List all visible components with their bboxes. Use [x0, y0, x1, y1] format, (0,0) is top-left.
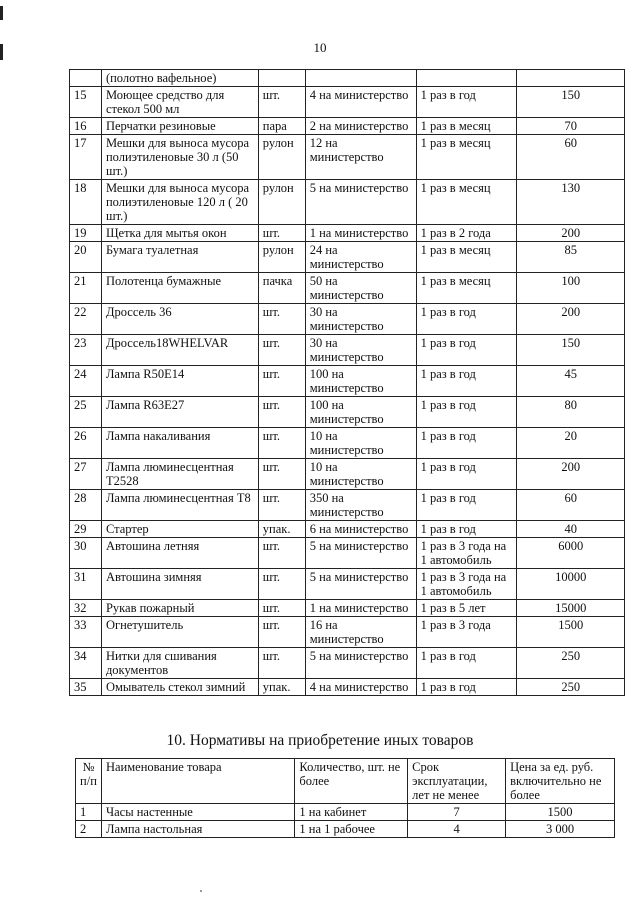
- row-number: [70, 70, 102, 87]
- quantity: 1 на кабинет: [295, 804, 408, 821]
- unit: шт.: [258, 304, 305, 335]
- period: 1 раз в год: [416, 648, 517, 679]
- service-life: 7: [408, 804, 506, 821]
- price: 10000: [517, 569, 625, 600]
- price: 150: [517, 87, 625, 118]
- table-row: [70, 538, 625, 569]
- unit: шт.: [258, 366, 305, 397]
- item-name: Мешки для выноса мусора полиэтиленовые 120 л ( 20 шт.): [101, 180, 258, 225]
- table-row: [70, 600, 625, 617]
- item-name: Полотенца бумажные: [101, 273, 258, 304]
- unit: шт.: [258, 397, 305, 428]
- quantity: 12 на министерство: [305, 135, 416, 180]
- header-price: Цена за ед. руб. включительно не более: [506, 759, 615, 804]
- table-row: [70, 521, 625, 538]
- row-number: 31: [70, 569, 102, 600]
- period: 1 раз в месяц: [416, 135, 517, 180]
- price: 85: [517, 242, 625, 273]
- period: 1 раз в год: [416, 397, 517, 428]
- row-number: 29: [70, 521, 102, 538]
- quantity: 5 на министерство: [305, 538, 416, 569]
- price: 60: [517, 135, 625, 180]
- price: 70: [517, 118, 625, 135]
- unit: упак.: [258, 679, 305, 696]
- row-number: 18: [70, 180, 102, 225]
- item-name: (полотно вафельное): [101, 70, 258, 87]
- unit: шт.: [258, 648, 305, 679]
- unit: рулон: [258, 242, 305, 273]
- scan-margin-mark-top: [0, 6, 3, 20]
- table-row: [70, 366, 625, 397]
- price: 100: [517, 273, 625, 304]
- supplies-table-body: [70, 70, 625, 696]
- price: 200: [517, 459, 625, 490]
- item-name: Нитки для сшивания документов: [101, 648, 258, 679]
- item-name: Дроссель18WHELVAR: [101, 335, 258, 366]
- table-row: [70, 648, 625, 679]
- table-row: [70, 679, 625, 696]
- table-row: [70, 569, 625, 600]
- table-row: [70, 617, 625, 648]
- quantity: 1 на 1 рабочее: [295, 821, 408, 838]
- period: 1 раз в месяц: [416, 118, 517, 135]
- period: 1 раз в год: [416, 521, 517, 538]
- period: 1 раз в год: [416, 490, 517, 521]
- price: 60: [517, 490, 625, 521]
- price: 80: [517, 397, 625, 428]
- unit: рулон: [258, 135, 305, 180]
- price: 45: [517, 366, 625, 397]
- quantity: 1 на министерство: [305, 225, 416, 242]
- table-row: [70, 397, 625, 428]
- table-header-row: [76, 759, 615, 804]
- quantity: 10 на министерство: [305, 428, 416, 459]
- price: 200: [517, 304, 625, 335]
- price: [517, 70, 625, 87]
- item-name: Автошина зимняя: [101, 569, 258, 600]
- period: 1 раз в год: [416, 304, 517, 335]
- row-number: 25: [70, 397, 102, 428]
- row-number: 1: [76, 804, 102, 821]
- unit: шт.: [258, 617, 305, 648]
- quantity: 24 на министерство: [305, 242, 416, 273]
- table-row: [70, 135, 625, 180]
- item-name: Лампа R50E14: [101, 366, 258, 397]
- unit: шт.: [258, 600, 305, 617]
- table-row: [70, 273, 625, 304]
- quantity: 100 на министерство: [305, 366, 416, 397]
- table-row: [70, 242, 625, 273]
- row-number: 17: [70, 135, 102, 180]
- period: 1 раз в 3 года на 1 автомобиль: [416, 569, 517, 600]
- row-number: 26: [70, 428, 102, 459]
- row-number: 16: [70, 118, 102, 135]
- price: 20: [517, 428, 625, 459]
- table-row: [70, 87, 625, 118]
- period: 1 раз в месяц: [416, 273, 517, 304]
- item-name: Лампа люминесцентная Т2528: [101, 459, 258, 490]
- row-number: 32: [70, 600, 102, 617]
- unit: шт.: [258, 428, 305, 459]
- quantity: 5 на министерство: [305, 180, 416, 225]
- unit: шт.: [258, 335, 305, 366]
- quantity: 10 на министерство: [305, 459, 416, 490]
- period: 1 раз в год: [416, 459, 517, 490]
- table-row: [70, 428, 625, 459]
- row-number: 27: [70, 459, 102, 490]
- quantity: 4 на министерство: [305, 679, 416, 696]
- period: 1 раз в 3 года: [416, 617, 517, 648]
- unit: рулон: [258, 180, 305, 225]
- price: 250: [517, 648, 625, 679]
- scan-speck: [200, 890, 202, 892]
- period: 1 раз в 5 лет: [416, 600, 517, 617]
- other-goods-table-body: [76, 804, 615, 838]
- period: 1 раз в год: [416, 335, 517, 366]
- unit: упак.: [258, 521, 305, 538]
- quantity: 6 на министерство: [305, 521, 416, 538]
- period: 1 раз в месяц: [416, 242, 517, 273]
- quantity: 1 на министерство: [305, 600, 416, 617]
- row-number: 23: [70, 335, 102, 366]
- quantity: [305, 70, 416, 87]
- row-number: 22: [70, 304, 102, 335]
- row-number: 35: [70, 679, 102, 696]
- price: 130: [517, 180, 625, 225]
- quantity: 5 на министерство: [305, 648, 416, 679]
- row-number: 33: [70, 617, 102, 648]
- unit: шт.: [258, 87, 305, 118]
- price: 3 000: [506, 821, 615, 838]
- table-row: [70, 304, 625, 335]
- price: 1500: [517, 617, 625, 648]
- period: 1 раз в год: [416, 366, 517, 397]
- row-number: 30: [70, 538, 102, 569]
- item-name: Мешки для выноса мусора полиэтиленовые 30 л (50 шт.): [101, 135, 258, 180]
- price: 150: [517, 335, 625, 366]
- table-row: [70, 180, 625, 225]
- unit: шт.: [258, 459, 305, 490]
- unit: пачка: [258, 273, 305, 304]
- row-number: 34: [70, 648, 102, 679]
- quantity: 5 на министерство: [305, 569, 416, 600]
- row-number: 2: [76, 821, 102, 838]
- item-name: Стартер: [101, 521, 258, 538]
- row-number: 20: [70, 242, 102, 273]
- item-name: Лампа R63E27: [101, 397, 258, 428]
- table-row: [76, 821, 615, 838]
- row-number: 19: [70, 225, 102, 242]
- item-name: Щетка для мытья окон: [101, 225, 258, 242]
- period: 1 раз в 2 года: [416, 225, 517, 242]
- unit: шт.: [258, 538, 305, 569]
- table-row: [76, 804, 615, 821]
- unit: шт.: [258, 225, 305, 242]
- header-number: № п/п: [76, 759, 102, 804]
- quantity: 350 на министерство: [305, 490, 416, 521]
- item-name: Лампа накаливания: [101, 428, 258, 459]
- row-number: 21: [70, 273, 102, 304]
- quantity: 30 на министерство: [305, 335, 416, 366]
- row-number: 28: [70, 490, 102, 521]
- quantity: 30 на министерство: [305, 304, 416, 335]
- quantity: 100 на министерство: [305, 397, 416, 428]
- quantity: 4 на министерство: [305, 87, 416, 118]
- item-name: Перчатки резиновые: [101, 118, 258, 135]
- section-title: 10. Нормативы на приобретение иных товаров: [166, 732, 474, 749]
- quantity: 2 на министерство: [305, 118, 416, 135]
- price: 40: [517, 521, 625, 538]
- quantity: 50 на министерство: [305, 273, 416, 304]
- table-row: [70, 70, 625, 87]
- item-name: Дроссель 36: [101, 304, 258, 335]
- price: 200: [517, 225, 625, 242]
- item-name: Рукав пожарный: [101, 600, 258, 617]
- table-row: [70, 225, 625, 242]
- period: 1 раз в год: [416, 679, 517, 696]
- header-term: Срок эксплуатации, лет не менее: [408, 759, 506, 804]
- item-name: Лампа люминесцентная Т8: [101, 490, 258, 521]
- unit: пара: [258, 118, 305, 135]
- price: 6000: [517, 538, 625, 569]
- period: 1 раз в год: [416, 87, 517, 118]
- service-life: 4: [408, 821, 506, 838]
- page-number: 10: [313, 40, 327, 55]
- unit: [258, 70, 305, 87]
- table-row: [70, 118, 625, 135]
- unit: шт.: [258, 569, 305, 600]
- item-name: Огнетушитель: [101, 617, 258, 648]
- item-name: Автошина летняя: [101, 538, 258, 569]
- item-name: Часы настенные: [101, 804, 294, 821]
- header-name: Наименование товара: [101, 759, 294, 804]
- header-qty: Количество, шт. не более: [295, 759, 408, 804]
- quantity: 16 на министерство: [305, 617, 416, 648]
- period: [416, 70, 517, 87]
- item-name: Омыватель стекол зимний: [101, 679, 258, 696]
- other-goods-table: [75, 758, 615, 838]
- price: 15000: [517, 600, 625, 617]
- period: 1 раз в 3 года на 1 автомобиль: [416, 538, 517, 569]
- table-row: [70, 335, 625, 366]
- item-name: Бумага туалетная: [101, 242, 258, 273]
- table-row: [70, 459, 625, 490]
- supplies-table: [69, 69, 625, 696]
- row-number: 15: [70, 87, 102, 118]
- price: 250: [517, 679, 625, 696]
- item-name: Лампа настольная: [101, 821, 294, 838]
- row-number: 24: [70, 366, 102, 397]
- period: 1 раз в месяц: [416, 180, 517, 225]
- price: 1500: [506, 804, 615, 821]
- table-row: [70, 490, 625, 521]
- unit: шт.: [258, 490, 305, 521]
- item-name: Моющее средство для стекол 500 мл: [101, 87, 258, 118]
- period: 1 раз в год: [416, 428, 517, 459]
